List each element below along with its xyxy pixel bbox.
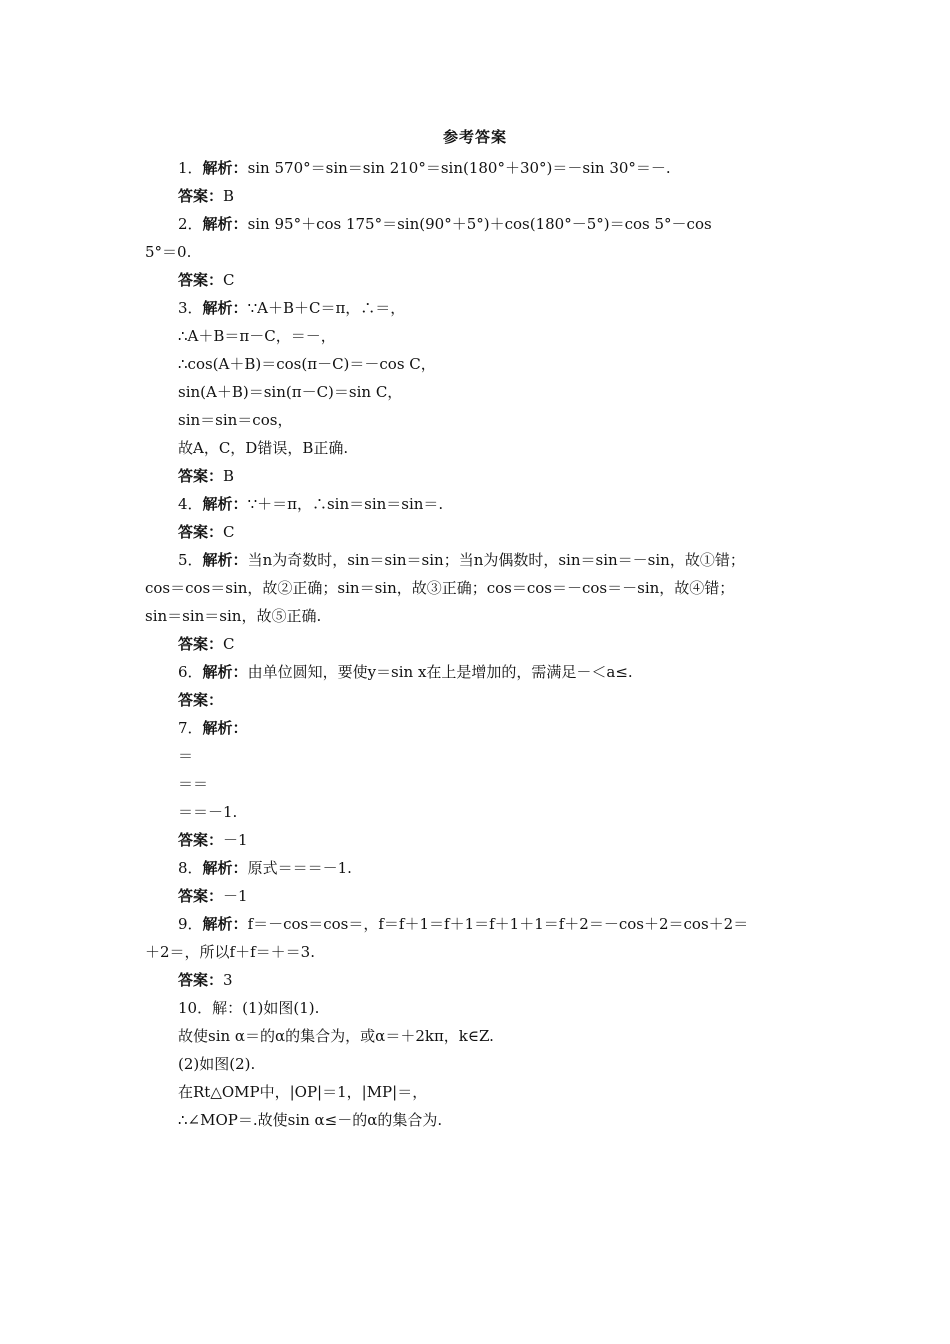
answer-6 [178,689,223,711]
answer-value: B [223,187,235,205]
page-title: 参考答案 [442,128,507,146]
analysis-label: 解析： [202,299,248,317]
solution-10 [178,997,319,1019]
item-number: 6． [178,663,203,681]
solution-text: 解：(1)如图(1). [212,999,320,1017]
analysis-label: 解析： [202,495,248,513]
answer-label: 答案： [178,467,224,485]
answer-value: －1 [223,831,248,849]
answer-3 [178,465,234,487]
analysis-label: 解析： [202,859,248,877]
solution-5 [178,549,745,571]
answer-label: 答案： [178,971,224,989]
answer-value: 3 [223,971,233,989]
item-number: 9． [178,915,203,933]
answer-value: B [223,467,235,485]
answer-value: C [223,635,235,653]
solution-9 [178,913,748,935]
answer-label: 答案： [178,831,224,849]
answer-7 [178,829,248,851]
solution-text: f＝－cos＝cos＝，f＝f＋1＝f＋1＝f＋1＋1＝f＋2＝－cos＋2＝cos＋2＝ [247,915,749,933]
answer-label: 答案： [178,523,224,541]
solution-2 [178,213,712,235]
solution-5-line-3: sin＝sin＝sin，故⑤正确. [145,607,322,625]
solution-10-line-3: (2)如图(2). [178,1055,256,1073]
analysis-label: 解析： [202,915,248,933]
answer-label: 答案： [178,691,224,709]
answer-value: C [223,271,235,289]
answer-label: 答案： [178,187,224,205]
item-number: 10． [178,999,213,1017]
answer-8 [178,885,248,907]
solution-7-line-3: ＝＝ [178,775,209,793]
item-number: 8． [178,859,203,877]
solution-7-line-4: ＝＝－1. [178,803,238,821]
answer-5 [178,633,235,655]
item-number: 7． [178,719,203,737]
solution-3-line-4: sin(A＋B)＝sin(π－C)＝sin C， [178,383,403,401]
answer-value: C [223,523,235,541]
item-number: 1． [178,159,203,177]
item-number: 2． [178,215,203,233]
solution-text: ∵A＋B＋C＝π，∴＝， [247,299,406,317]
solution-3-line-2: ∴A＋B＝π－C，＝－， [178,327,336,345]
item-number: 5． [178,551,203,569]
solution-9-line-2: ＋2＝，所以f＋f＝＋＝3. [145,943,315,961]
solution-3-line-3: ∴cos(A＋B)＝cos(π－C)＝－cos C， [178,355,436,373]
item-number: 4． [178,495,203,513]
solution-7-line-2: ＝ [178,747,194,765]
solution-10-line-4: 在Rt△OMP中，|OP|＝1，|MP|＝， [178,1083,428,1101]
solution-text: sin 95°＋cos 175°＝sin(90°＋5°)＋cos(180°－5°)＝cos 5°－cos [247,215,712,233]
solution-3-line-5: sin＝sin＝cos， [178,411,293,429]
answer-label: 答案： [178,887,224,905]
solution-1 [178,157,671,179]
answer-value: －1 [223,887,248,905]
solution-text: 原式＝＝＝－1. [247,859,352,877]
solution-6 [178,661,633,683]
solution-10-line-5: ∴∠MOP＝.故使sin α≤－的α的集合为. [178,1111,443,1129]
solution-4 [178,493,443,515]
item-number: 3． [178,299,203,317]
solution-8 [178,857,352,879]
solution-5-line-2: cos＝cos＝sin，故②正确；sin＝sin，故③正确；cos＝cos＝－cos＝－sin，故④错； [145,579,735,597]
solution-2-cont: 5°＝0. [145,243,192,261]
analysis-label: 解析： [202,551,248,569]
solution-10-line-2: 故使sin α＝的α的集合为，或α＝＋2kπ，k∈Z. [178,1027,494,1045]
solution-text: 由单位圆知，要使y＝sin x在上是增加的，需满足－＜a≤. [247,663,633,681]
answer-2 [178,269,235,291]
solution-text: sin 570°＝sin＝sin 210°＝sin(180°＋30°)＝－sin 30°＝－. [247,159,671,177]
answer-1 [178,185,234,207]
analysis-label: 解析： [202,663,248,681]
analysis-label: 解析： [202,159,248,177]
answer-9 [178,969,233,991]
answer-label: 答案： [178,271,224,289]
solution-text: ∵＋＝π，∴sin＝sin＝sin＝. [247,495,444,513]
answer-4 [178,521,235,543]
solution-text: 当n为奇数时，sin＝sin＝sin；当n为偶数时，sin＝sin＝－sin，故①错； [247,551,745,569]
solution-7 [178,717,248,739]
analysis-label: 解析： [202,215,248,233]
solution-3 [178,297,405,319]
answer-label: 答案： [178,635,224,653]
analysis-label: 解析： [202,719,248,737]
solution-3-line-6: 故A，C，D错误，B正确. [178,439,349,457]
